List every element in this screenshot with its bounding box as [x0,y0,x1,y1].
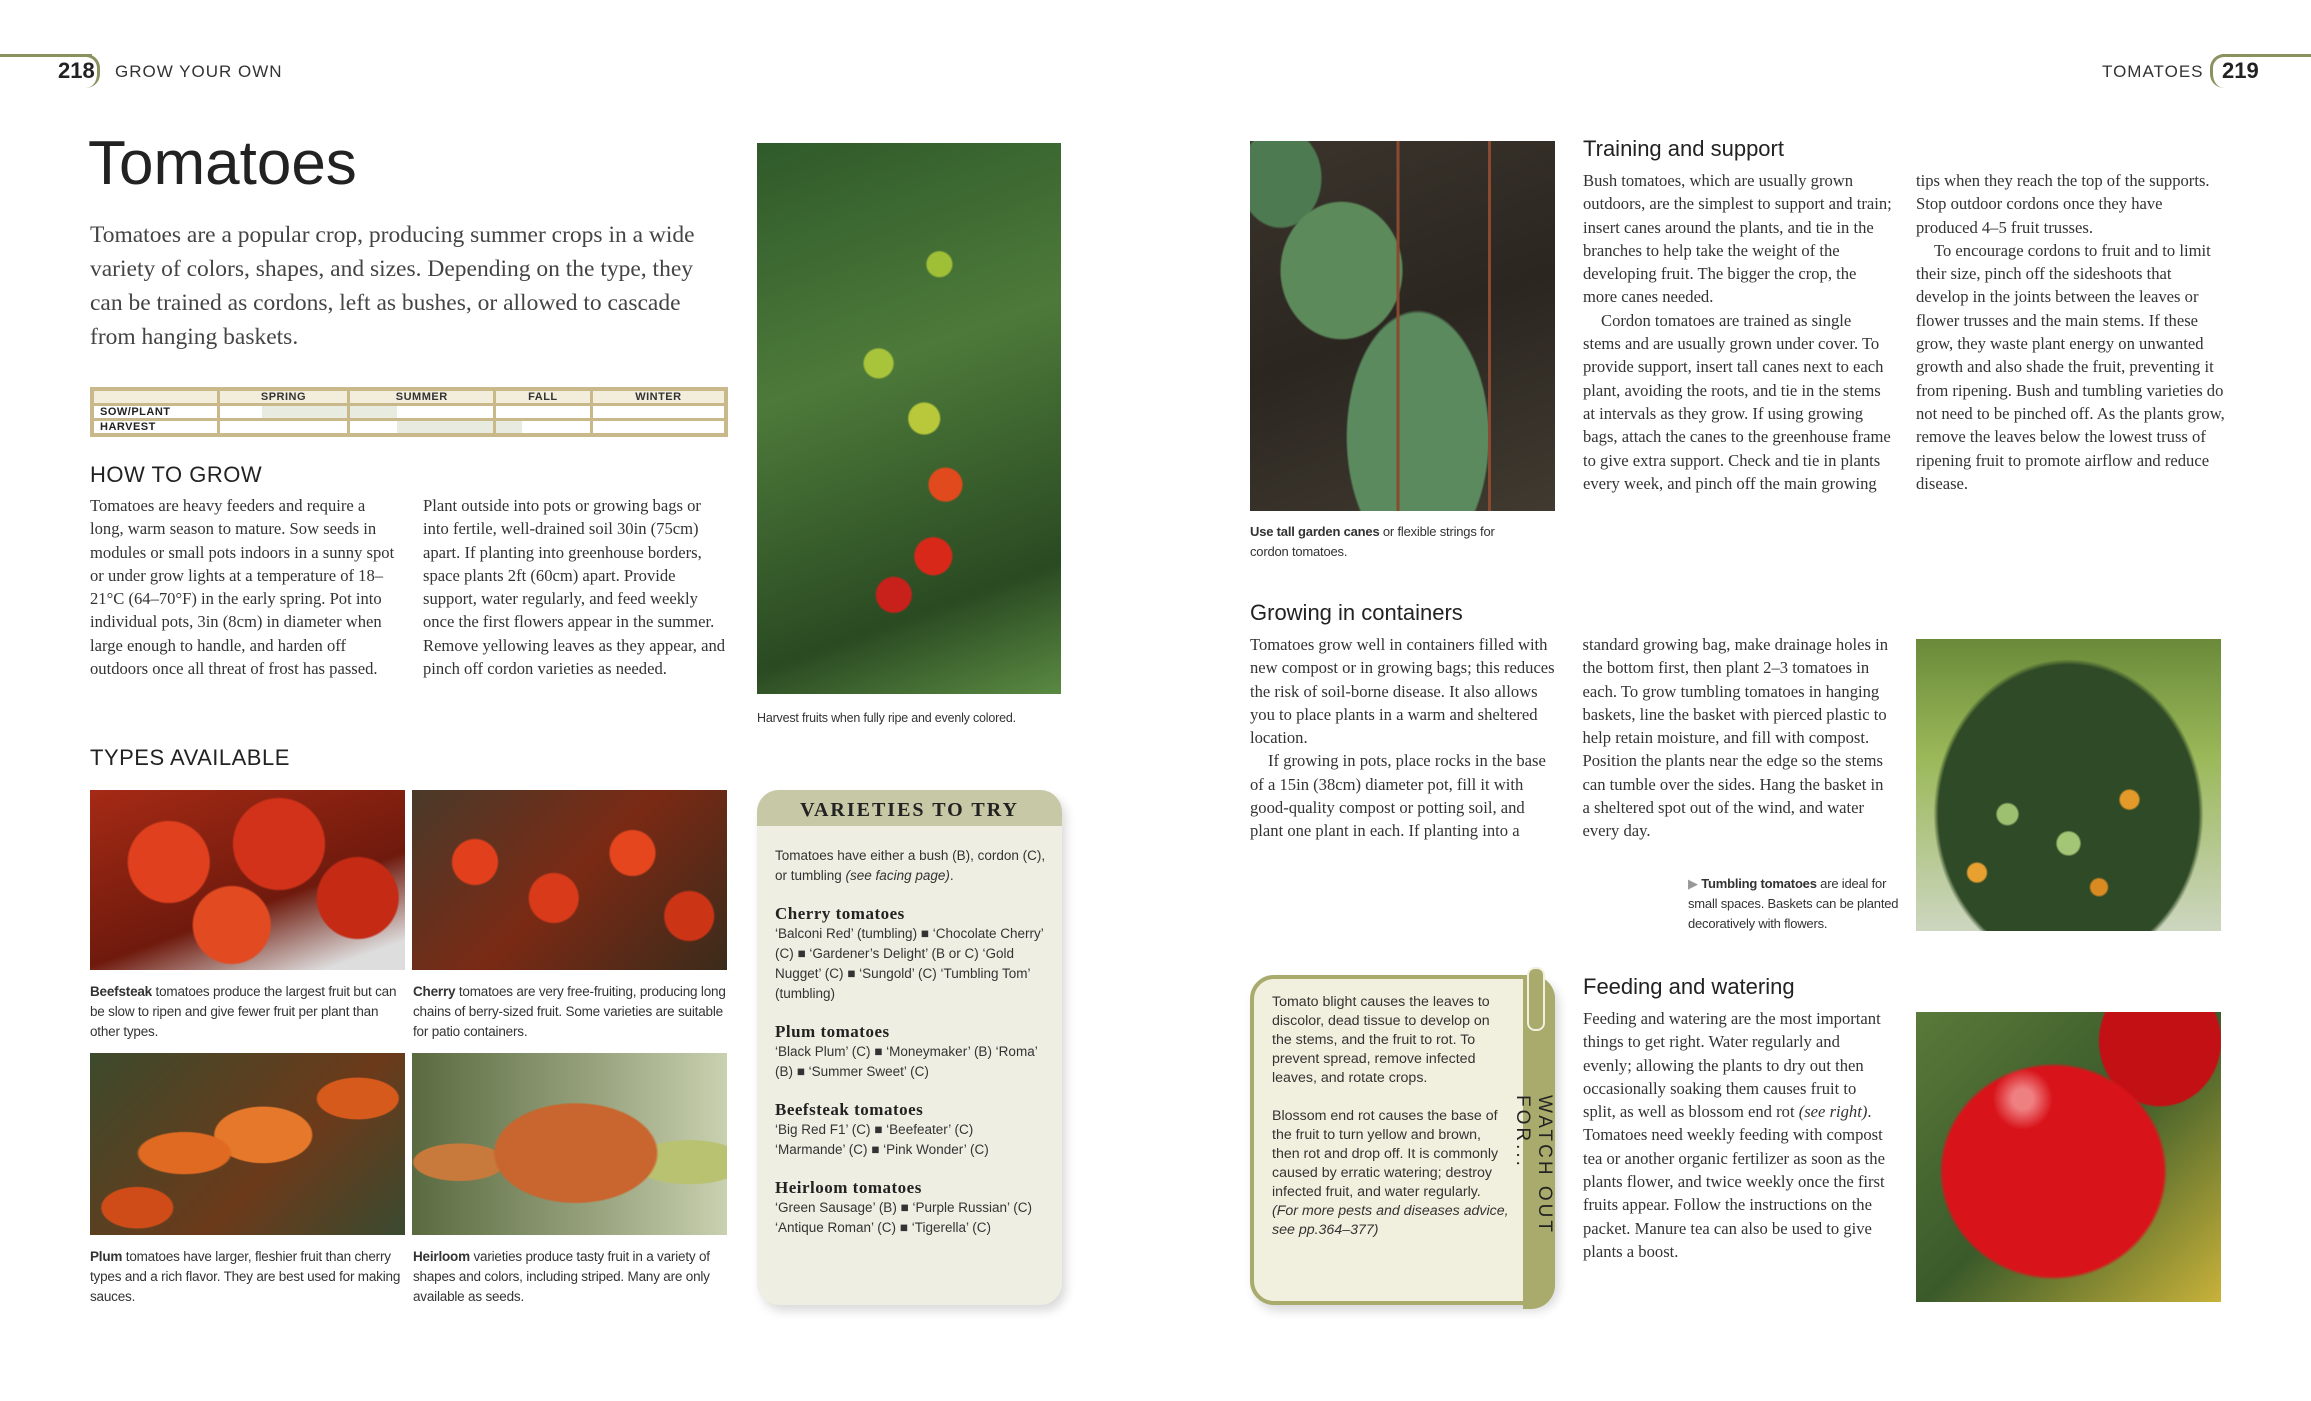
intro-end: . [949,868,954,883]
feeding-heading: Feeding and watering [1583,974,1795,999]
calendar-corner [92,389,218,405]
variety-list-beefsteak: ‘Big Red F1’ (C) ■ ‘Beefeater’ (C) ‘Marmande’ (C) ■ ‘Pink Wonder’ (C) [775,1122,989,1157]
plum-caption [90,1247,406,1307]
variety-list-plum: ‘Black Plum’ (C) ■ ‘Moneymaker’ (B) ‘Roma’ (B) ■ ‘Summer Sweet’ (C) [775,1044,1038,1079]
vine-photo-caption: Harvest fruits when fully ripe and evenly colored. [757,711,1016,725]
caption-bold: Beefsteak [90,984,152,999]
plum-photo [90,1053,405,1235]
watch-reference: (For more pests and diseases advice, see pp.364–377) [1272,1203,1509,1238]
intro-italic: (see facing page) [845,868,950,883]
page-title: Tomatoes [88,129,357,198]
ripe-tomato-photo [1916,1012,2221,1302]
cell [494,420,591,436]
training-text-col1 [1583,169,2226,565]
variety-group-heirloom: Heirloom tomatoes [775,1178,922,1197]
cell [218,420,349,436]
variety-list-cherry: ‘Balconi Red’ (tumbling) ■ ‘Chocolate Cherry’ (C) ■ ‘Gardener’s Delight’ (B or C) ‘Gold Nugget’ (C) ■ ‘Sungold’ (C) ‘Tumbling Tom’ (tumbling) [775,926,1044,1001]
feeding-text-2: . Tomatoes need weekly feeding with compost tea or another organic fertilizer as soon as the plants flower, and twice weekly once the first fruits appear. Follow the instructions on the packet. Manure tea can also be used to give plants a boost. [1583,1102,1885,1261]
types-heading: TYPES AVAILABLE [90,745,290,770]
variety-group-plum: Plum tomatoes [775,1022,890,1041]
training-heading: Training and support [1583,136,1784,161]
containers-para-1: Tomatoes grow well in containers filled with new compost or in growing bags; this reduces the risk of soil-borne disease. It also allows you to place plants in a warm and sheltered location. [1250,635,1555,748]
season-spring: SPRING [218,389,349,405]
cell [349,405,495,420]
planting-calendar [90,387,728,437]
caption-bold: Heirloom [413,1249,470,1264]
caption-text: tomatoes produce the largest fruit but can be slow to ripen and give fewer fruit per plant than other types. [90,984,397,1039]
page-number-right: 219 [2222,58,2259,83]
tomato-vine-photo [757,143,1061,694]
cherry-caption [413,982,729,1042]
caption-text: or flexible strings for cordon tomatoes. [1250,524,1495,559]
beefsteak-photo [90,790,405,970]
cell [218,405,349,420]
heirloom-caption [413,1247,729,1307]
cell [494,405,591,420]
caption-text: tomatoes have larger, fleshier fruit than cherry types and a rich flavor. They are best used for making sauces. [90,1249,401,1304]
variety-list-heirloom: ‘Green Sausage’ (B) ■ ‘Purple Russian’ (C) ‘Antique Roman’ (C) ■ ‘Tigerella’ (C) [775,1200,1033,1235]
varieties-box [757,790,1062,1305]
caption-text: are ideal for small spaces. Baskets can be planted decoratively with flowers. [1688,876,1899,931]
hanging-basket-photo [1916,639,2221,931]
how-to-grow-col1: Tomatoes are heavy feeders and require a long, warm season to mature. Sow seeds in modules or small pots indoors in a sunny spot or under grow lights at a temperature of 18–21°C (64–70°F) in the early spring. Pot into individual pots, 3in (8cm) in diameter when large enough to handle, and harden off outdoors once all threat of frost has passed. [90,496,395,679]
cell [349,420,495,436]
watch-out-strip [1512,975,1555,1309]
season-summer: SUMMER [349,389,495,405]
garden-canes-photo [1250,141,1555,511]
caption-text: tomatoes are very free-fruiting, producing long chains of berry-sized fruit. Some varieties are suitable for patio containers. [413,984,726,1039]
caption-text: varieties produce tasty fruit in a variety of shapes and colors, including striped. Many are only available as seeds. [413,1249,710,1304]
canes-caption [1250,522,1520,562]
cell [591,420,726,436]
caption-bold: Use tall garden canes [1250,524,1380,539]
training-para-3: To encourage cordons to fruit and to limit their size, pinch off the sideshoots that develop in the joints between the leaves or flower trusses and the main stems. If these grow, they waste plant energy on unwanted growth and also shade the fruit, preventing it from ripening. Bush and tumbling varieties do not need to be pinched off. As the plants grow, remove the leaves below the lowest truss of ripening fruit to promote airflow and reduce disease. [1916,240,2225,493]
heirloom-photo [412,1053,727,1235]
season-fall: FALL [494,389,591,405]
feeding-text-1: Feeding and watering are the most important things to get right. Water regularly and evenly; allowing the plants to dry out then occasionally soaking them causes fruit to split, as well as blossom end rot [1583,1009,1881,1122]
page-number-left: 218 [58,58,95,83]
season-winter: WINTER [591,389,726,405]
beefsteak-caption [90,982,406,1042]
how-to-grow-col2: Plant outside into pots or growing bags or into fertile, well-drained soil 30in (75cm) apart. If planting into greenhouse borders, space plants 2ft (60cm) apart. Provide support, water regularly, and feed weekly once the first flowers appear in the summer. Remove yellowing leaves as they appear, and pinch off cordon varieties as needed. [423,496,726,679]
cell [591,405,726,420]
caption-bold: Plum [90,1249,123,1264]
intro-text: Tomatoes are a popular crop, producing summer crops in a wide variety of colors, shapes, and sizes. Depending on the type, they can be trained as cordons, left as bushes, or allowed to cascade from hanging baskets. [90,222,695,350]
watch-para-blossom: Blossom end rot causes the base of the fruit to turn yellow and brown, then rot and drop off. It is commonly caused by erratic watering; destroy infected fruit, and water regularly. [1272,1108,1499,1200]
running-head-left: GROW YOUR OWN [115,62,283,81]
containers-heading: Growing in containers [1250,600,1463,625]
caption-bold: Tumbling tomatoes [1701,876,1817,891]
running-head-right: TOMATOES [2102,62,2204,81]
exclamation-icon [1529,969,1543,1029]
training-para-1: Bush tomatoes, which are usually grown outdoors, are the simplest to support and train; insert canes around the plants, and tie in the branches to help take the weight of the developing fruit. The bigger the crop, the more canes needed. [1583,171,1892,307]
watch-para-blight: Tomato blight causes the leaves to discolor, dead tissue to develop on the stems, and the fruit to rot. To prevent spread, remove infected leaves, and rotate crops. [1272,994,1490,1086]
tumbling-caption [1688,874,1906,934]
how-to-grow-heading: HOW TO GROW [90,462,263,487]
row-label-sow: SOW/PLANT [92,405,218,420]
row-label-harvest: HARVEST [92,420,218,436]
variety-group-cherry: Cherry tomatoes [775,904,905,923]
header-rule-left [0,54,92,57]
cherry-photo [412,790,727,970]
vertical-label: WATCH OUT FOR... [1512,1095,1555,1235]
watch-out-box [1250,975,1555,1305]
feeding-text [1583,1007,1888,1263]
containers-para-2: If growing in pots, place rocks in the base of a 15in (38cm) diameter pot, fill it with good-quality compost or potting soil, and plant one plant in each. If planting into a standard growing bag, make drainage holes in the bottom first, then plant 2–3 tomatoes in each. To grow tumbling tomatoes in hanging baskets, line the basket with pierced plastic to help retain moisture, and fill with compost. Position the plants near the edge so the stems can tumble over the sides. Hang the basket in a sheltered spot out of the wind, and water every day. [1250,635,1889,841]
varieties-heading: VARIETIES TO TRY [757,790,1062,826]
caption-arrow-icon: ▶ [1688,876,1702,891]
variety-group-beefsteak: Beefsteak tomatoes [775,1100,924,1119]
header-rule-right [2222,54,2311,57]
varieties-intro [775,846,1046,886]
feeding-italic: (see right) [1798,1102,1868,1122]
training-para-2: Cordon tomatoes are trained as single stems and are usually grown under cover. To provide support, insert tall canes next to each plant, avoiding the roots, and tie in the stems at intervals as they grow. If using growing bags, attach the canes to the greenhouse frame to give extra support. Check and tie in plants every week, and pinch off the main growing tips when they reach the top of the supports. Stop outdoor cordons once they have produced 4–5 fruit trusses. [1583,171,2210,493]
intro-text: Tomatoes have either a bush (B), cordon (C), or tumbling [775,848,1046,883]
caption-bold: Cherry [413,984,456,999]
